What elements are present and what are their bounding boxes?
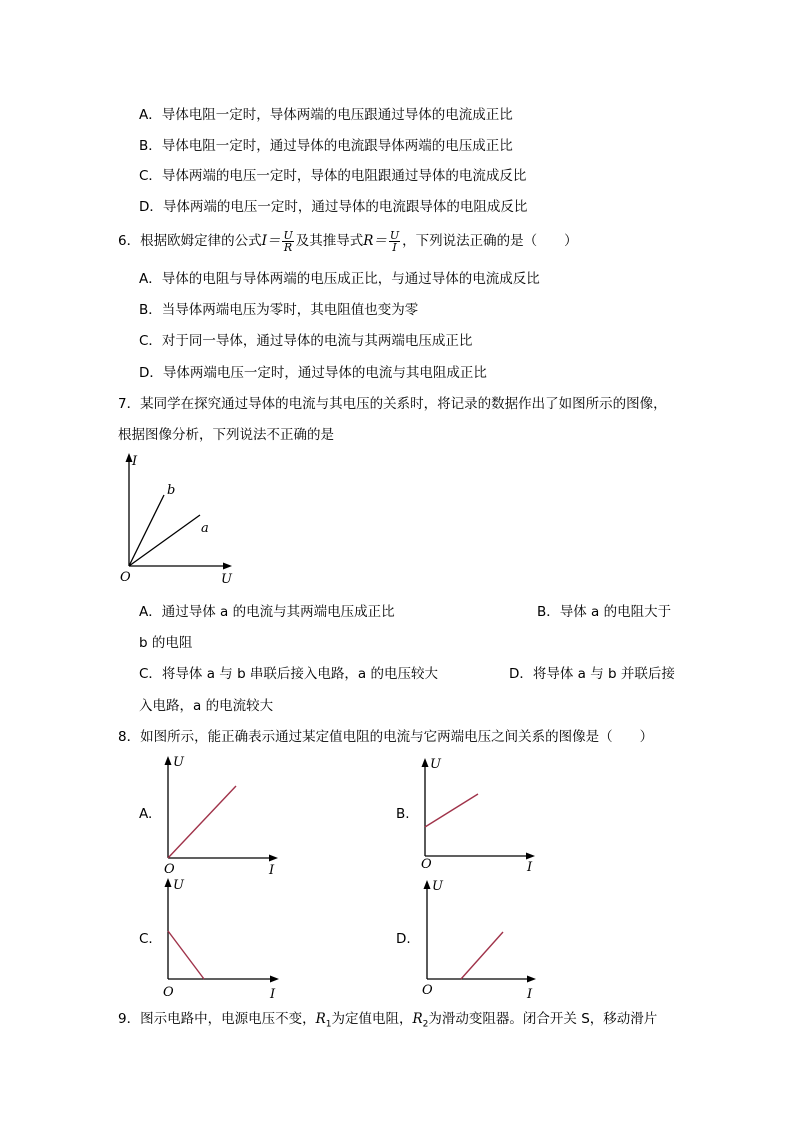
q6-option-a: A．导体的电阻与导体两端的电压成正比，与通过导体的电流成反比: [139, 271, 540, 287]
q7-option-b-part2: b 的电阻: [139, 635, 193, 651]
q7-y-axis: [126, 453, 133, 566]
q7-option-d-part1: D．将导体 a 与 b 并联后接: [509, 666, 675, 682]
q8-graph-a-label: A.: [139, 806, 153, 822]
q8-d-origin: O: [422, 983, 433, 998]
q9-text-3: 为滑动变阻器。闭合开关 S，移动滑片: [428, 1011, 658, 1027]
q8-stem: 8．如图所示，能正确表示通过某定值电阻的电流与它两端电压之间关系的图像是（ ）: [118, 729, 654, 745]
q6-formula1-fraction: [282, 230, 293, 253]
q7-option-a: A．通过导体 a 的电流与其两端电压成正比: [139, 604, 395, 620]
q6-formula1-lhs: I＝: [261, 233, 281, 249]
q6-option-d: D．导体两端电压一定时，通过导体的电流与其电阻成正比: [139, 365, 487, 381]
q7-stem-line1: 7．某同学在探究通过导体的电流与其电压的关系时，将记录的数据作出了如图所示的图像，: [118, 396, 667, 412]
q7-b-label: b: [167, 483, 176, 498]
q7-option-d-part2: 入电路，a 的电流较大: [139, 698, 274, 714]
q9-r2-sub: 2: [422, 1019, 429, 1030]
q8-graph-c: [163, 878, 279, 1002]
q6-prefix: 6．根据欧姆定律的公式: [118, 233, 262, 249]
q7-a-label: a: [201, 521, 209, 536]
q8-b-data-line: [425, 794, 478, 827]
q6-formula2-lhs: R＝: [363, 233, 387, 249]
q6-formula2-num: U: [389, 228, 400, 242]
q5-option-d: D．导体两端的电压一定时，通过导体的电流跟导体的电阻成反比: [139, 199, 528, 215]
q8-b-y-label: U: [430, 757, 441, 772]
q6-suffix: ，下列说法正确的是（ ）: [402, 233, 578, 249]
q9-r1: R: [315, 1011, 326, 1027]
q6-formula1-num: U: [283, 228, 293, 242]
q7-stem-line2: 根据图像分析，下列说法不正确的是: [118, 427, 334, 443]
q9-stem: [118, 1010, 657, 1034]
q6-formula2-den: I: [392, 240, 397, 254]
q9-r2: R: [412, 1011, 423, 1027]
q6-stem: [118, 226, 578, 256]
q8-d-data-line: [461, 932, 503, 979]
q6-formula2-fraction: [389, 230, 400, 253]
q8-c-data-line: [168, 931, 204, 979]
q7-option-c: C．将导体 a 与 b 串联后接入电路，a 的电压较大: [139, 666, 438, 682]
q8-b-x-label: I: [527, 860, 533, 875]
q8-graph-d: [422, 879, 536, 1002]
q8-graph-b: [421, 757, 535, 875]
q8-a-x-label: I: [269, 863, 275, 878]
q8-graph-b-label: B.: [396, 806, 410, 822]
q8-c-x-label: I: [270, 987, 276, 1002]
q6-option-b: B．当导体两端电压为零时，其电阻值也变为零: [139, 302, 419, 318]
q9-text-2: 为定值电阻，: [331, 1011, 413, 1027]
q7-option-b-part1: B．导体 a 的电阻大于: [537, 604, 672, 620]
q5-option-a: A．导体电阻一定时，导体两端的电压跟通过导体的电流成正比: [139, 107, 513, 123]
q5-option-b: B．导体电阻一定时，通过导体的电流跟导体两端的电压成正比: [139, 138, 513, 154]
q8-c-y-label: U: [173, 878, 184, 893]
q8-c-origin: O: [163, 985, 174, 1000]
q6-option-c: C．对于同一导体，通过导体的电流与其两端电压成正比: [139, 333, 473, 349]
q8-d-x-label: I: [527, 987, 533, 1002]
q8-d-y-label: U: [432, 879, 443, 894]
q7-x-axis: [129, 563, 232, 570]
q6-middle: 及其推导式: [295, 233, 364, 249]
q5-option-c: C．导体两端的电压一定时，导体的电阻跟通过导体的电流成反比: [139, 168, 527, 184]
q7-line-a: [129, 515, 200, 566]
q7-line-b: [129, 495, 164, 566]
q8-a-y-label: U: [173, 755, 184, 770]
q8-b-origin: O: [421, 857, 432, 872]
q8-graph-c-label: C.: [139, 931, 153, 947]
q8-a-origin: O: [164, 862, 175, 877]
q8-graph-d-label: D.: [396, 931, 411, 947]
q9-r1-sub: 1: [325, 1019, 332, 1030]
q7-y-label: I: [132, 454, 138, 469]
q8-graph-a: [164, 755, 278, 878]
q7-origin-label: O: [120, 570, 131, 585]
q6-formula1-den: R: [283, 240, 293, 254]
q9-text-1: 9．图示电路中，电源电压不变，: [118, 1011, 316, 1027]
q7-x-label: U: [221, 572, 232, 587]
q8-a-data-line: [168, 786, 236, 858]
